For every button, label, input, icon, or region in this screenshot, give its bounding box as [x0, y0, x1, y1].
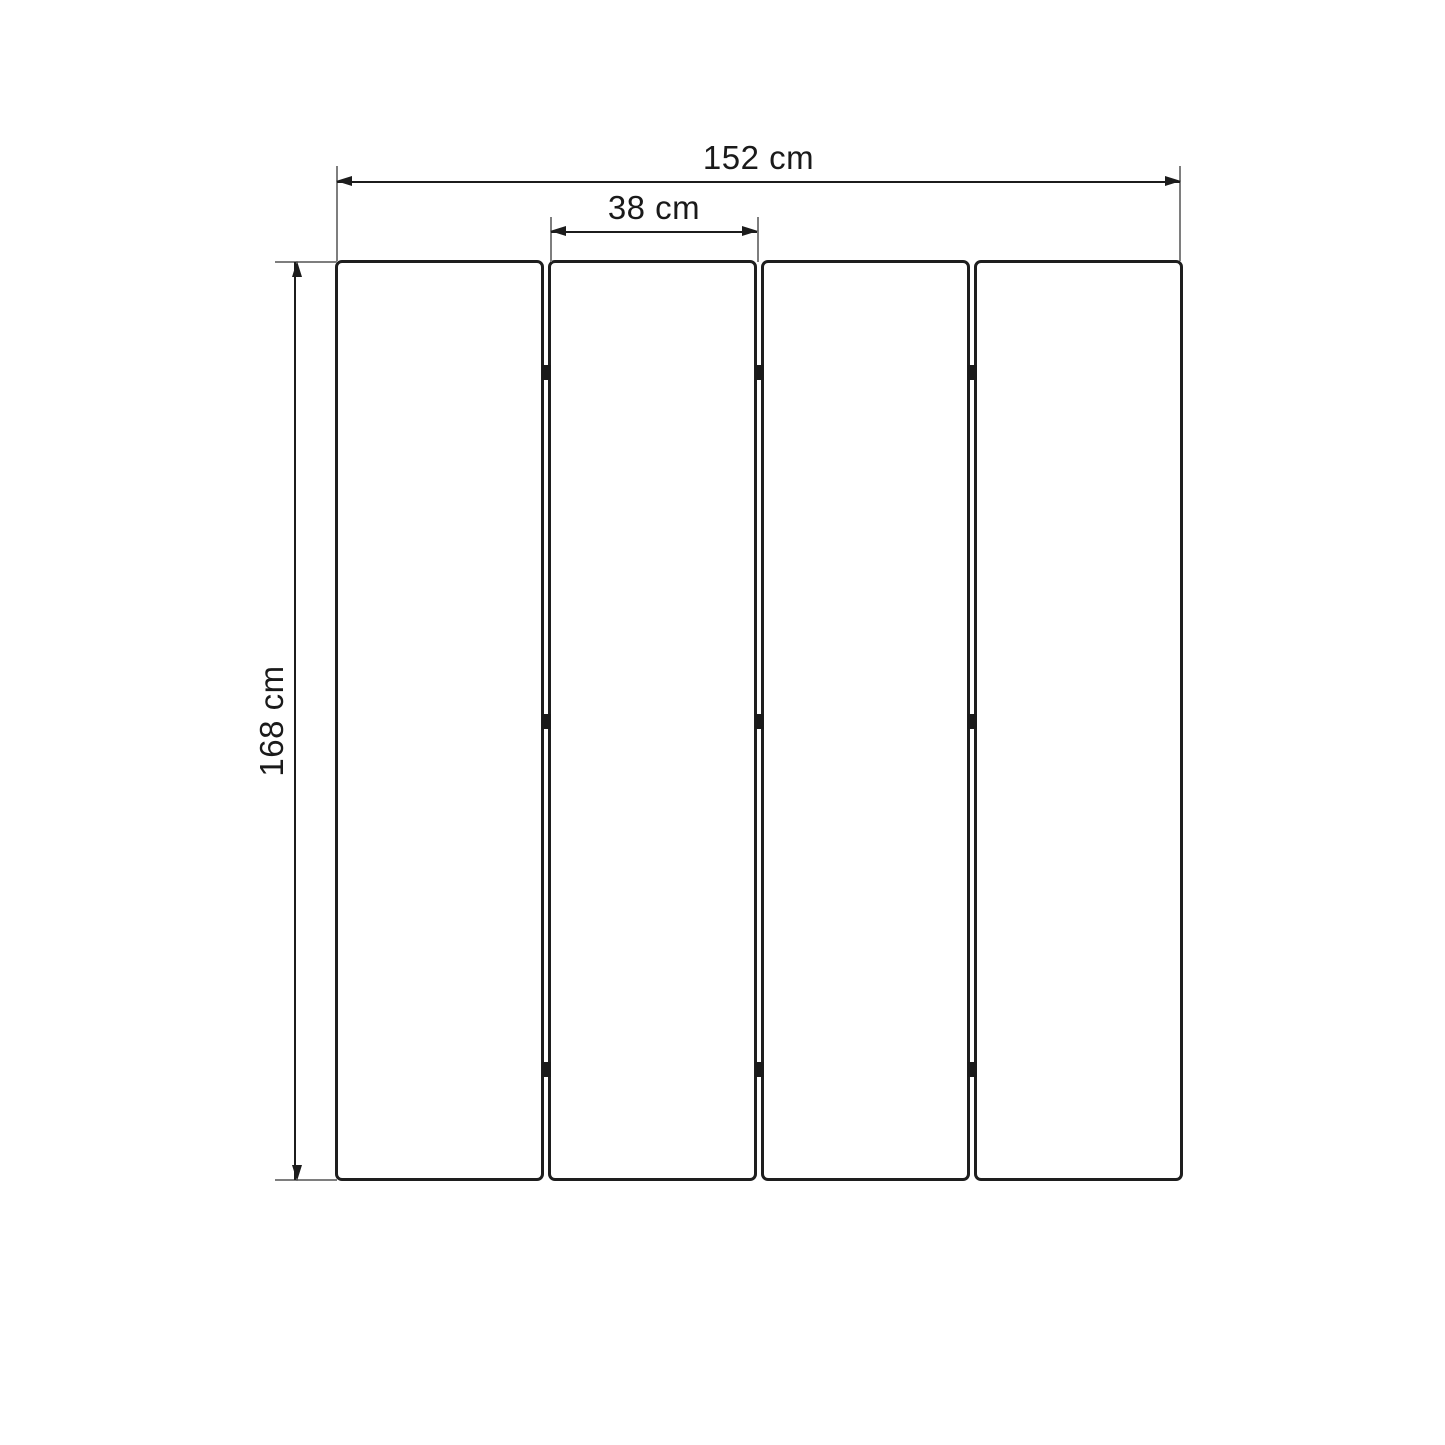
extension-line-height-bottom [275, 1179, 337, 1181]
hinge-marker [542, 714, 551, 729]
height-label: 168 cm [253, 665, 290, 777]
dimension-line-height [294, 262, 296, 1180]
hinge-marker [542, 1062, 551, 1077]
folding-screen [335, 260, 1183, 1181]
hinge-marker [542, 365, 551, 380]
hinge-marker [968, 714, 977, 729]
total-width-label: 152 cm [702, 139, 815, 176]
panel-3 [761, 260, 970, 1181]
hinge-marker [755, 1062, 764, 1077]
hinge-marker [755, 365, 764, 380]
hinge-marker [755, 714, 764, 729]
dimension-line-total-width [337, 181, 1180, 183]
panel-1 [335, 260, 544, 1181]
hinge-marker [968, 365, 977, 380]
arrowhead-down-icon [292, 1165, 302, 1181]
panel-4 [974, 260, 1183, 1181]
extension-line-panel-width-right [757, 217, 759, 262]
panel-2 [548, 260, 757, 1181]
extension-line-height-top [275, 261, 337, 263]
hinge-marker [968, 1062, 977, 1077]
dimension-line-panel-width [551, 231, 757, 233]
arrowhead-up-icon [292, 261, 302, 277]
panel-width-label: 38 cm [607, 189, 701, 226]
